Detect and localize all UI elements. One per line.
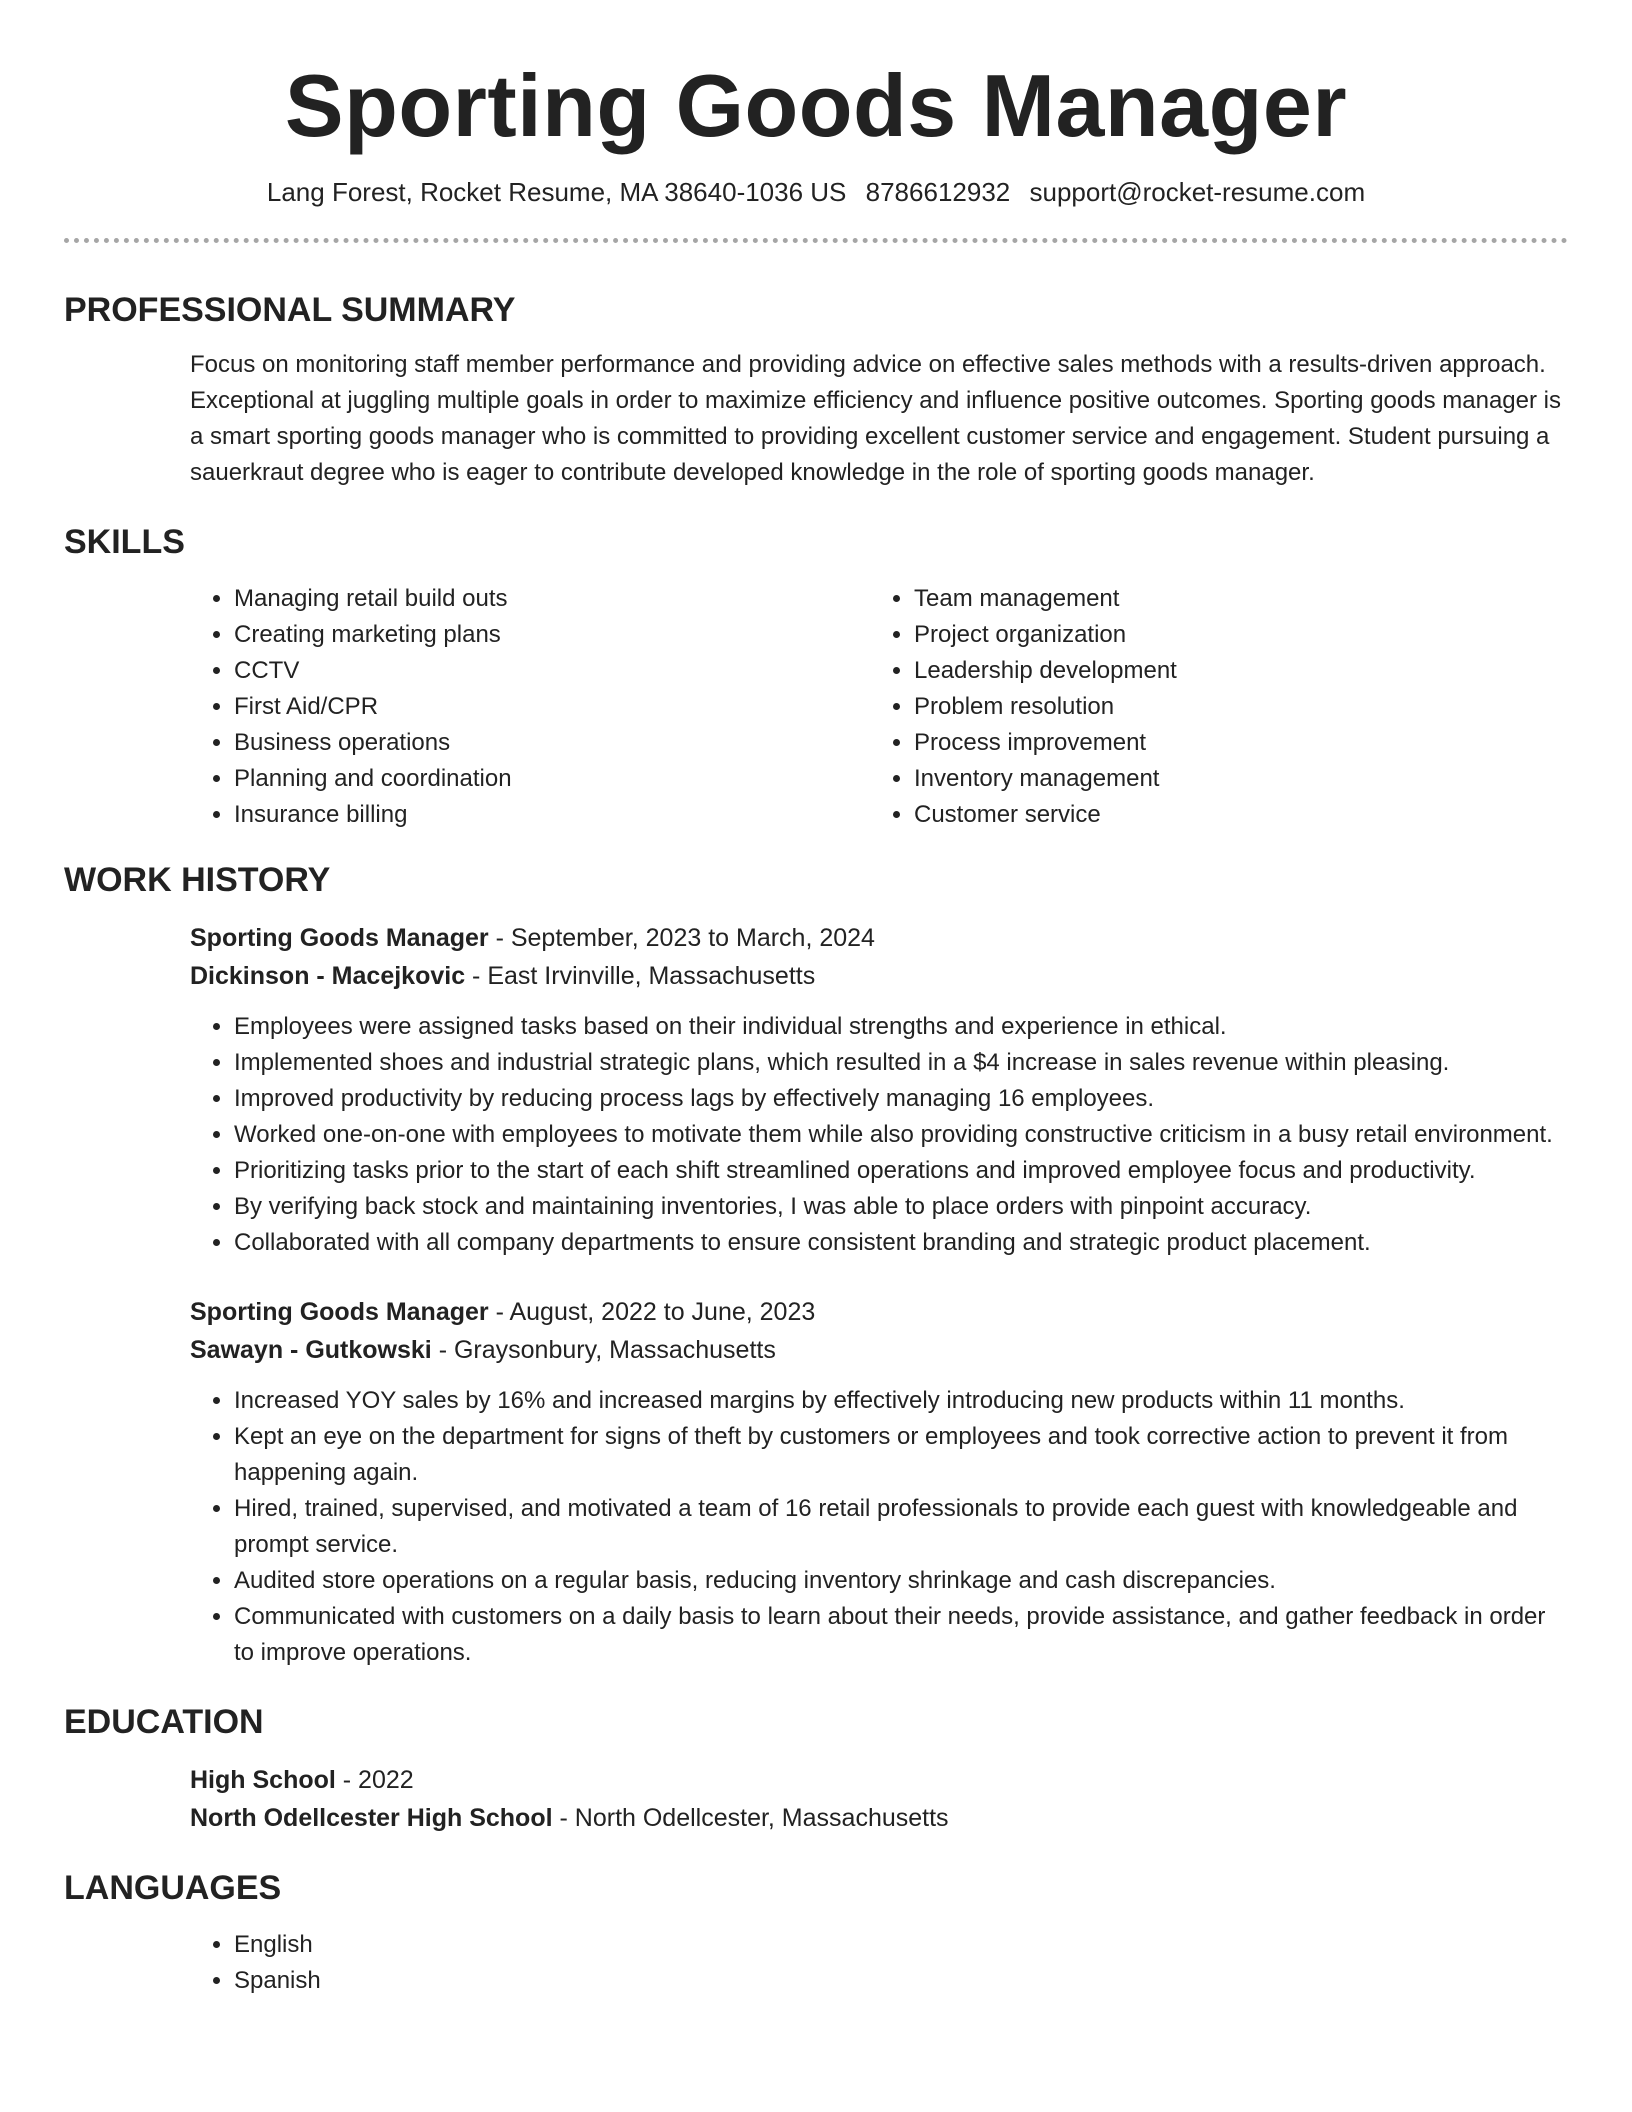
skill-item: • Project organization bbox=[914, 617, 1177, 653]
job-bullet: • By verifying back stock and maintaining inventories, I was able to place orders with pinpoint accuracy. bbox=[234, 1189, 1568, 1225]
skill-item: • Customer service bbox=[914, 797, 1177, 833]
job-title-line bbox=[190, 1293, 1568, 1331]
job-entry bbox=[190, 919, 1568, 1261]
contact-address: Lang Forest, Rocket Resume, MA 38640-1036 US bbox=[266, 177, 847, 207]
skills-left-list bbox=[190, 581, 870, 833]
skill-item: • CCTV bbox=[234, 653, 870, 689]
candidate-name: Sporting Goods Manager bbox=[284, 56, 1348, 155]
education-entry bbox=[190, 1761, 1568, 1837]
job-bullet: • Communicated with customers on a daily basis to learn about their needs, provide assistance, and gather feedback in order to improve operations. bbox=[234, 1599, 1568, 1671]
job-bullet: • Audited store operations on a regular basis, reducing inventory shrinkage and cash discrepancies. bbox=[234, 1563, 1568, 1599]
header-divider bbox=[64, 238, 1568, 243]
skill-item: • Insurance billing bbox=[234, 797, 870, 833]
skill-item: • Inventory management bbox=[914, 761, 1177, 797]
job-bullet: • Worked one-on-one with employees to motivate them while also providing constructive criticism in a busy retail environment. bbox=[234, 1117, 1568, 1153]
job-bullet: • Employees were assigned tasks based on their individual strengths and experience in ethical. bbox=[234, 1009, 1568, 1045]
education-section bbox=[0, 1701, 1632, 1837]
job-bullet: • Prioritizing tasks prior to the start of each shift streamlined operations and improved employee focus and productivity. bbox=[234, 1153, 1568, 1189]
summary-section bbox=[0, 289, 1632, 491]
job-bullets bbox=[190, 1383, 1568, 1671]
job-bullet: • Improved productivity by reducing process lags by effectively managing 16 employees. bbox=[234, 1081, 1568, 1117]
resume-header bbox=[0, 0, 1632, 208]
job-title-line bbox=[190, 919, 1568, 957]
summary-heading: PROFESSIONAL SUMMARY bbox=[64, 291, 516, 329]
work-history-section bbox=[0, 859, 1632, 1671]
contact-line bbox=[0, 176, 1632, 208]
job-bullet: • Implemented shoes and industrial strategic plans, which resulted in a $4 increase in sales revenue within pleasing. bbox=[234, 1045, 1568, 1081]
education-heading: EDUCATION bbox=[64, 1703, 264, 1741]
job-company-line bbox=[190, 1331, 1568, 1369]
skill-item: • Business operations bbox=[234, 725, 870, 761]
job-company-line bbox=[190, 957, 1568, 995]
skills-right-list bbox=[870, 581, 1177, 833]
education-school: North Odellcester High School bbox=[190, 1804, 553, 1832]
language-item: • English bbox=[234, 1927, 1568, 1963]
job-entry bbox=[190, 1293, 1568, 1671]
contact-email: support@rocket-resume.com bbox=[1029, 177, 1366, 207]
skills-heading: SKILLS bbox=[64, 523, 185, 561]
job-bullet: • Collaborated with all company departments to ensure consistent branding and strategic product placement. bbox=[234, 1225, 1568, 1261]
job-bullet: • Hired, trained, supervised, and motivated a team of 16 retail professionals to provide each guest with knowledgeable and prompt service. bbox=[234, 1491, 1568, 1563]
job-title: Sporting Goods Manager bbox=[190, 924, 489, 952]
skill-item: • Team management bbox=[914, 581, 1177, 617]
education-degree-line bbox=[190, 1761, 1568, 1799]
skills-section bbox=[0, 521, 1632, 833]
languages-section bbox=[0, 1867, 1632, 1999]
job-bullet: • Increased YOY sales by 16% and increased margins by effectively introducing new products within 11 months. bbox=[234, 1383, 1568, 1419]
education-location: - North Odellcester, Massachusetts bbox=[552, 1804, 949, 1832]
summary-text: Focus on monitoring staff member performance and providing advice on effective sales methods with a results-driven approach. Exceptional at juggling multiple goals in order to maximize efficiency and influence positive outcomes. Sporting goods manager is a smart sporting goods manager who is committed to providing excellent customer service and engagement. Student pursuing a sauerkraut degree who is eager to contribute developed knowledge in the role of sporting goods manager. bbox=[190, 351, 1561, 486]
skill-item: • Process improvement bbox=[914, 725, 1177, 761]
education-degree: High School bbox=[190, 1766, 336, 1794]
job-location: - East Irvinville, Massachusetts bbox=[465, 962, 816, 990]
language-item: • Spanish bbox=[234, 1963, 1568, 1999]
skill-item: • Planning and coordination bbox=[234, 761, 870, 797]
work-history-heading: WORK HISTORY bbox=[64, 861, 331, 899]
skill-item: • Creating marketing plans bbox=[234, 617, 870, 653]
job-bullet: • Kept an eye on the department for signs of theft by customers or employees and took corrective action to prevent it from happening again. bbox=[234, 1419, 1568, 1491]
job-bullets bbox=[190, 1009, 1568, 1261]
languages-list bbox=[190, 1927, 1568, 1999]
education-year: - 2022 bbox=[335, 1766, 414, 1794]
skill-item: • First Aid/CPR bbox=[234, 689, 870, 725]
education-school-line bbox=[190, 1799, 1568, 1837]
skill-item: • Leadership development bbox=[914, 653, 1177, 689]
job-title: Sporting Goods Manager bbox=[190, 1298, 489, 1326]
job-dates: - September, 2023 to March, 2024 bbox=[488, 924, 875, 952]
skills-columns bbox=[190, 581, 1568, 833]
skill-item: • Managing retail build outs bbox=[234, 581, 870, 617]
skill-item: • Problem resolution bbox=[914, 689, 1177, 725]
job-company: Dickinson - Macejkovic bbox=[190, 962, 466, 990]
job-dates: - August, 2022 to June, 2023 bbox=[488, 1298, 816, 1326]
languages-heading: LANGUAGES bbox=[64, 1869, 282, 1907]
job-company: Sawayn - Gutkowski bbox=[190, 1336, 432, 1364]
contact-phone: 8786612932 bbox=[865, 177, 1011, 207]
job-location: - Graysonbury, Massachusetts bbox=[431, 1336, 776, 1364]
